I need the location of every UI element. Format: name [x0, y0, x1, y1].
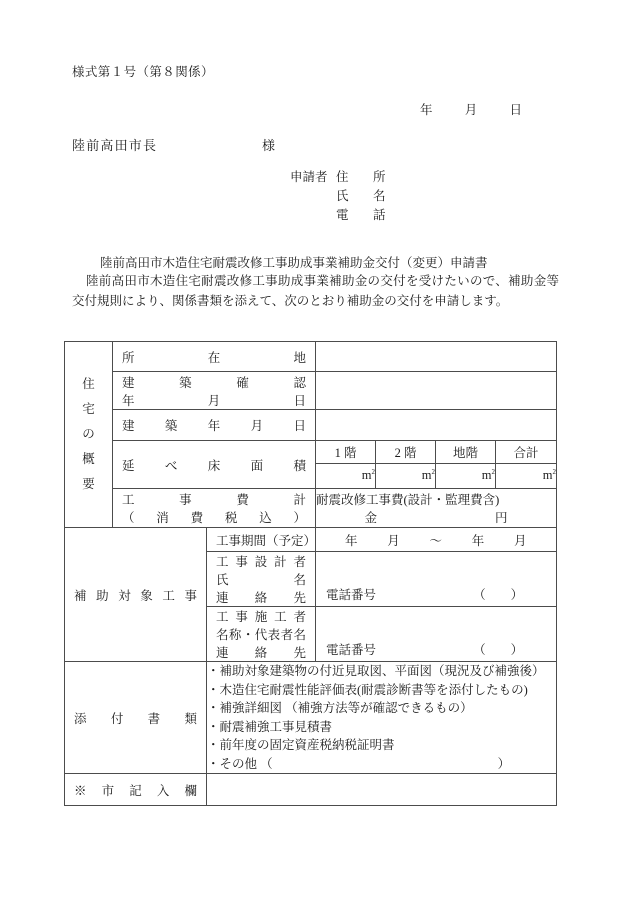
designer-label-line1: 工 事 設 計 者 [216, 555, 307, 569]
unit-m2-icon: $m^2$ [361, 468, 376, 483]
contractor-tel-line [316, 640, 556, 661]
attachment-item-2[interactable]: ・補強詳細図 （補強方法等が確認できるもの） [207, 701, 473, 715]
table-row-building-confirmation [65, 372, 557, 410]
contractor-label-line2: 名称・代表者名 [216, 628, 307, 642]
table-row-floor-area-header [65, 441, 557, 464]
applicant-name-row [290, 187, 392, 206]
period-tilde: ～ [429, 533, 443, 548]
subsidy-target-label: 補 助 対 象 工 事 [74, 588, 197, 603]
cost-label-cell [113, 489, 316, 528]
designer-label-line3: 連 絡 先 [216, 591, 307, 605]
document-title: 陸前高田市木造住宅耐震改修工事助成事業補助金交付（変更）申請書 [100, 256, 488, 270]
floor-col-header-1f: 1 階 [316, 441, 376, 464]
applicant-address-row [290, 168, 392, 187]
period-line [316, 531, 556, 549]
build-date-value-cell[interactable] [316, 410, 557, 441]
contractor-label-line1: 工 事 施 工 者 [216, 610, 307, 624]
attachment-item-0[interactable]: ・補助対象建築物の付近見取図、平面図（現況及び補強後） [207, 664, 545, 678]
designer-label-line2: 氏 名 [216, 573, 307, 587]
subsidy-target-label-cell [65, 528, 207, 662]
city-use-value-cell[interactable] [207, 774, 557, 806]
date-day-label: 日 [509, 103, 523, 117]
vlabel-char-4: 要 [82, 477, 95, 491]
cost-description: 耐震改修工事費(設計・監理費含) [316, 493, 500, 507]
confirmation-label-line2: 年 月 日 [122, 393, 307, 408]
floor-col-header-total: 合計 [496, 441, 557, 464]
applicant-tel-label: 電 話 [336, 208, 392, 222]
contractor-tel-paren: （ ） [473, 643, 524, 657]
vlabel-char-0: 住 [82, 377, 95, 391]
floor-value-1f[interactable] [316, 464, 376, 489]
confirmation-label-line1: 建 築 確 認 [122, 375, 307, 390]
location-label: 所 在 地 [122, 350, 307, 365]
cost-value-cell [316, 489, 557, 528]
vlabel-char-2: の [82, 427, 95, 441]
floor-area-label: 延 べ 床 面 積 [122, 458, 307, 473]
build-date-label: 建 築 年 月 日 [122, 419, 307, 433]
location-label-cell [113, 342, 316, 372]
vlabel-char-1: 宅 [82, 402, 95, 416]
table-row-location [65, 342, 557, 372]
attachments-label-cell [65, 662, 207, 774]
unit-m2-icon: $m^2$ [542, 468, 557, 483]
floor-col-header-2f: 2 階 [376, 441, 436, 464]
applicant-label: 申請者 [290, 170, 328, 184]
city-use-label-cell [65, 774, 207, 806]
document-body [72, 272, 559, 311]
floor-area-label-cell [113, 441, 316, 489]
cost-label-line1: 工 事 費 計 [122, 493, 307, 507]
attachment-item-1[interactable]: ・木造住宅耐震性能評価表(耐震診断書等を添付したもの) [207, 682, 528, 697]
applicant-address-label: 住 所 [336, 170, 392, 184]
body-paragraph: 陸前高田市木造住宅耐震改修工事助成事業補助金の交付を受けたいので、補助金等交付規則により、関係書類を添えて、次のとおり補助金の交付を申請します。 [72, 274, 559, 308]
build-date-label-cell [113, 410, 316, 441]
applicant-tel-row [290, 206, 392, 225]
designer-label-cell [207, 552, 316, 607]
location-value-cell[interactable] [316, 342, 557, 372]
floor-col-header-basement: 地階 [436, 441, 496, 464]
house-overview-vertical-label [65, 342, 113, 528]
period-month-1: 月 [387, 533, 401, 548]
confirmation-label-cell [113, 372, 316, 410]
contractor-value-cell[interactable] [316, 607, 557, 662]
attachment-item-3[interactable]: ・耐震補強工事見積書 [207, 719, 333, 734]
amount-suffix: 円 [495, 511, 508, 525]
addressee-honorific: 様 [262, 138, 276, 153]
vlabel-char-3: 概 [82, 452, 95, 466]
date-month-label: 月 [464, 103, 478, 117]
attachments-list-cell [207, 662, 557, 774]
floor-value-total[interactable] [496, 464, 557, 489]
floor-value-basement[interactable] [436, 464, 496, 489]
designer-tel-label: 電話番号 [326, 588, 377, 602]
period-value-cell[interactable] [316, 528, 557, 552]
period-label-cell [207, 528, 316, 552]
period-label: 工事期間（予定） [216, 533, 317, 548]
applicant-name-label: 氏 名 [336, 189, 392, 203]
attachments-label: 添 付 書 類 [74, 711, 197, 726]
table-row-build-date [65, 410, 557, 441]
designer-tel-paren: （ ） [473, 588, 524, 602]
designer-value-cell[interactable] [316, 552, 557, 607]
table-row-construction-period [65, 528, 557, 552]
attachment-item-5[interactable]: ・その他 （ ） [207, 756, 511, 771]
designer-tel-line [316, 585, 556, 606]
form-number: 様式第１号（第８関係） [72, 65, 214, 79]
amount-prefix: 金 [364, 511, 378, 525]
unit-m2-icon: $m^2$ [421, 468, 436, 483]
unit-m2-icon: $m^2$ [481, 468, 496, 483]
applicant-block [290, 168, 392, 225]
contractor-label-cell [207, 607, 316, 662]
application-form-table [64, 341, 557, 806]
cost-amount-line[interactable] [316, 508, 556, 526]
contractor-label-line3: 連 絡 先 [216, 646, 307, 660]
table-row-city-use [65, 774, 557, 806]
addressee: 陸前高田市長 [72, 138, 158, 153]
period-year-1: 年 [344, 533, 358, 548]
period-month-2: 月 [514, 533, 528, 548]
date-year-label: 年 [420, 103, 433, 117]
confirmation-value-cell[interactable] [316, 372, 557, 410]
table-row-attachments [65, 662, 557, 774]
contractor-tel-label: 電話番号 [326, 643, 377, 657]
period-year-2: 年 [471, 533, 485, 548]
attachment-item-4[interactable]: ・前年度の固定資産税納税証明書 [207, 738, 395, 752]
floor-value-2f[interactable] [376, 464, 436, 489]
table-row-construction-cost [65, 489, 557, 528]
cost-label-line2: （ 消 費 税 込 ） [122, 511, 307, 525]
city-use-label: ※ 市 記 入 欄 [74, 783, 197, 798]
date-line [420, 100, 522, 118]
